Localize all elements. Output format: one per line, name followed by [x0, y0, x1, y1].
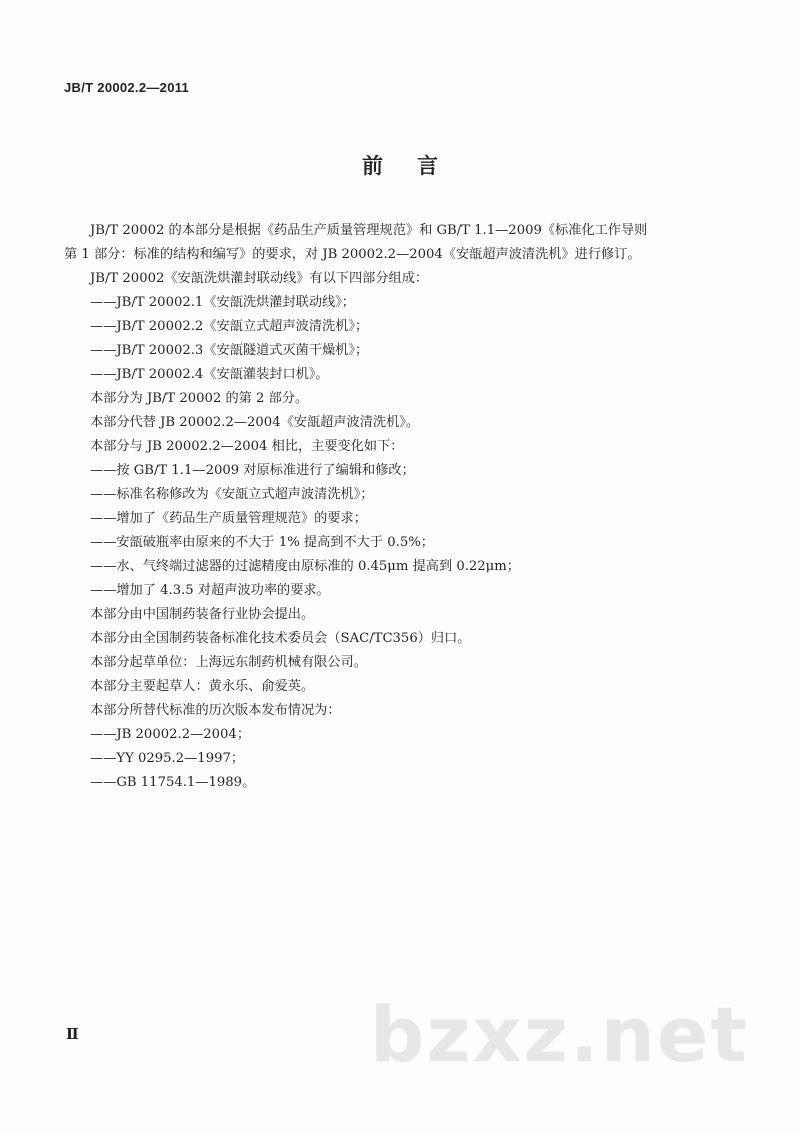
- paragraph: JB/T 20002 的本部分是根据《药品生产质量管理规范》和 GB/T 1.1—2009《标准化工作导则: [90, 223, 648, 238]
- paragraph: 本部分所替代标准的历次版本发布情况为：: [90, 703, 341, 718]
- list-item: ——JB 20002.2—2004；: [90, 727, 251, 742]
- paragraph: 本部分由中国制药装备行业协会提出。: [90, 607, 315, 622]
- list-item: ——GB 11754.1—1989。: [90, 775, 256, 790]
- foreword-body: [64, 219, 724, 795]
- page-number: Ⅱ: [66, 1025, 79, 1043]
- list-item: ——YY 0295.2—1997；: [90, 751, 245, 766]
- paragraph: 本部分为 JB/T 20002 的第 2 部分。: [90, 391, 309, 406]
- paragraph: 本部分与 JB 20002.2—2004 相比，主要变化如下：: [90, 439, 404, 454]
- list-item: ——安瓿破瓶率由原来的不大于 1% 提高到不大于 0.5%；: [90, 535, 434, 550]
- page-title: 前言: [362, 154, 472, 178]
- list-item: ——JB/T 20002.3《安瓿隧道式灭菌干燥机》；: [90, 343, 369, 358]
- list-item: ——增加了 4.3.5 对超声波功率的要求。: [90, 583, 330, 598]
- paragraph: 第 1 部分：标准的结构和编写》的要求，对 JB 20002.2—2004《安瓿超声波清洗机》进行修订。: [64, 247, 641, 262]
- paragraph: 本部分代替 JB 20002.2—2004《安瓿超声波清洗机》。: [90, 415, 420, 430]
- paragraph: 本部分由全国制药装备标准化技术委员会（SAC/TC356）归口。: [90, 631, 471, 646]
- list-item: ——增加了《药品生产质量管理规范》的要求；: [90, 511, 367, 526]
- watermark-logo: bzxz.net: [370, 990, 749, 1079]
- paragraph: JB/T 20002《安瓿洗烘灌封联动线》有以下四部分组成：: [90, 271, 429, 286]
- list-item: ——按 GB/T 1.1—2009 对原标准进行了编辑和修改；: [90, 463, 415, 478]
- paragraph: 本部分主要起草人：黄永乐、俞爱英。: [90, 679, 315, 694]
- list-item: ——JB/T 20002.1《安瓿洗烘灌封联动线》；: [90, 295, 355, 310]
- paragraph: 本部分起草单位：上海远东制药机械有限公司。: [90, 655, 367, 670]
- list-item: ——JB/T 20002.2《安瓿立式超声波清洗机》；: [90, 319, 369, 334]
- standard-code-header: JB/T 20002.2—2011: [64, 80, 190, 95]
- list-item: ——水、气终端过滤器的过滤精度由原标准的 0.45μm 提高到 0.22μm；: [90, 559, 520, 574]
- list-item: ——JB/T 20002.4《安瓿灌装封口机》。: [90, 367, 329, 382]
- list-item: ——标准名称修改为《安瓿立式超声波清洗机》；: [90, 487, 374, 502]
